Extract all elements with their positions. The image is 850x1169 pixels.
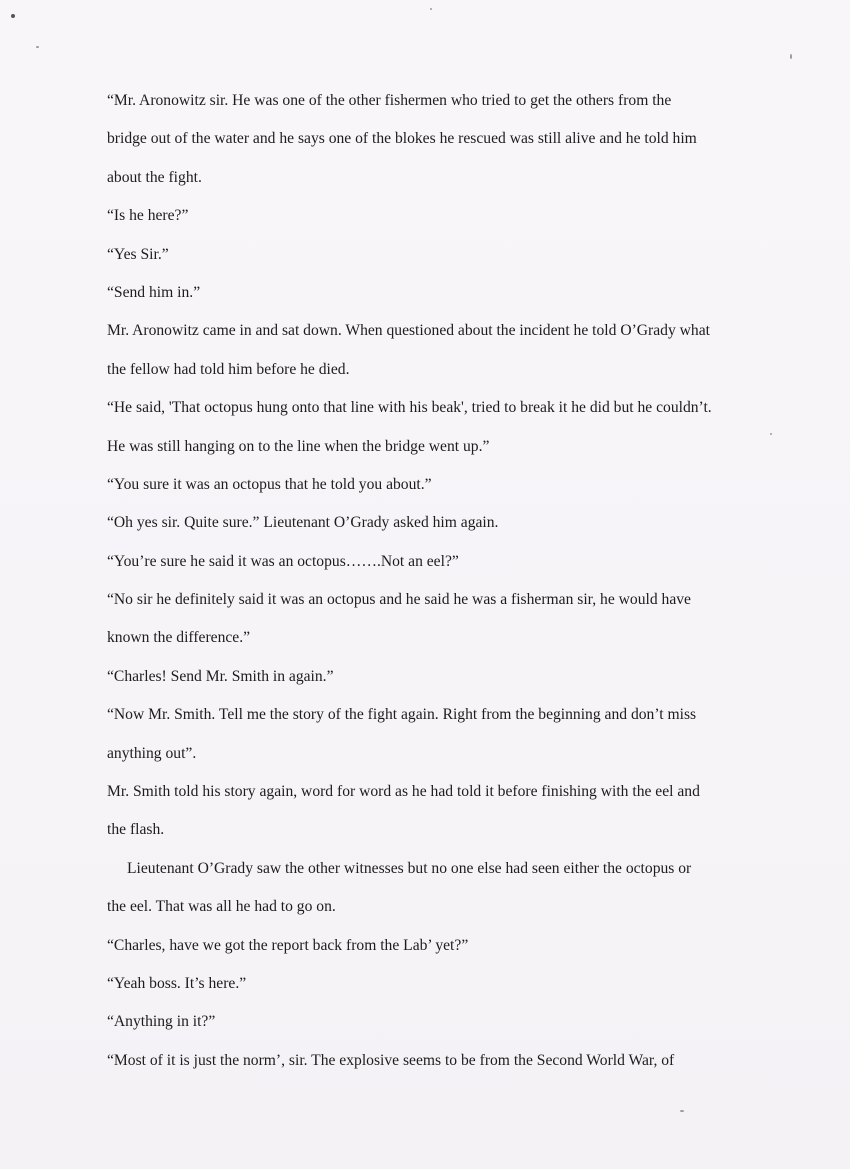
text-line: “Oh yes sir. Quite sure.” Lieutenant O’Grady asked him again. bbox=[107, 514, 499, 532]
text-line: Mr. Aronowitz came in and sat down. When questioned about the incident he told O’Grady what bbox=[107, 322, 710, 340]
text-line: “Charles! Send Mr. Smith in again.” bbox=[107, 667, 334, 685]
text-line: “You’re sure he said it was an octopus…….Not an eel?” bbox=[107, 552, 459, 570]
text-line: the flash. bbox=[107, 821, 165, 839]
text-line: “Send him in.” bbox=[107, 283, 201, 301]
text-line: “Most of it is just the norm’, sir. The explosive seems to be from the Second World War, of bbox=[107, 1051, 675, 1069]
text-line: “He said, 'That octopus hung onto that line with his beak', tried to break it he did but he couldn’t. bbox=[107, 399, 712, 417]
text-line: “Charles, have we got the report back from the Lab’ yet?” bbox=[107, 936, 469, 954]
text-line: “Yeah boss. It’s here.” bbox=[107, 974, 247, 992]
text-line: Mr. Smith told his story again, word for word as he had told it before finishing with the eel and bbox=[107, 783, 700, 801]
text-line: the eel. That was all he had to go on. bbox=[107, 898, 336, 916]
scan-speck bbox=[680, 1110, 684, 1112]
text-line: “Is he here?” bbox=[107, 207, 189, 225]
scan-speck bbox=[790, 54, 792, 59]
scan-speck bbox=[11, 14, 15, 18]
text-line: anything out”. bbox=[107, 744, 197, 762]
text-line: known the difference.” bbox=[107, 629, 251, 647]
text-line: He was still hanging on to the line when the bridge went up.” bbox=[107, 437, 490, 455]
text-line: about the fight. bbox=[107, 168, 202, 186]
document-body bbox=[107, 82, 767, 1080]
text-line: “Yes Sir.” bbox=[107, 245, 169, 263]
text-line: the fellow had told him before he died. bbox=[107, 360, 350, 378]
text-line: “No sir he definitely said it was an octopus and he said he was a fisherman sir, he would have bbox=[107, 591, 691, 609]
scan-speck bbox=[430, 8, 432, 10]
scan-speck bbox=[770, 433, 772, 435]
text-line: “Mr. Aronowitz sir. He was one of the other fishermen who tried to get the others from the bbox=[107, 92, 672, 109]
text-line: “You sure it was an octopus that he told you about.” bbox=[107, 475, 432, 493]
text-line: bridge out of the water and he says one of the blokes he rescued was still alive and he told him bbox=[107, 130, 697, 148]
text-line: Lieutenant O’Grady saw the other witnesses but no one else had seen either the octopus or bbox=[127, 859, 692, 877]
scan-speck bbox=[36, 46, 39, 48]
text-line: “Anything in it?” bbox=[107, 1013, 216, 1031]
text-line: “Now Mr. Smith. Tell me the story of the fight again. Right from the beginning and don’t miss bbox=[107, 706, 697, 724]
